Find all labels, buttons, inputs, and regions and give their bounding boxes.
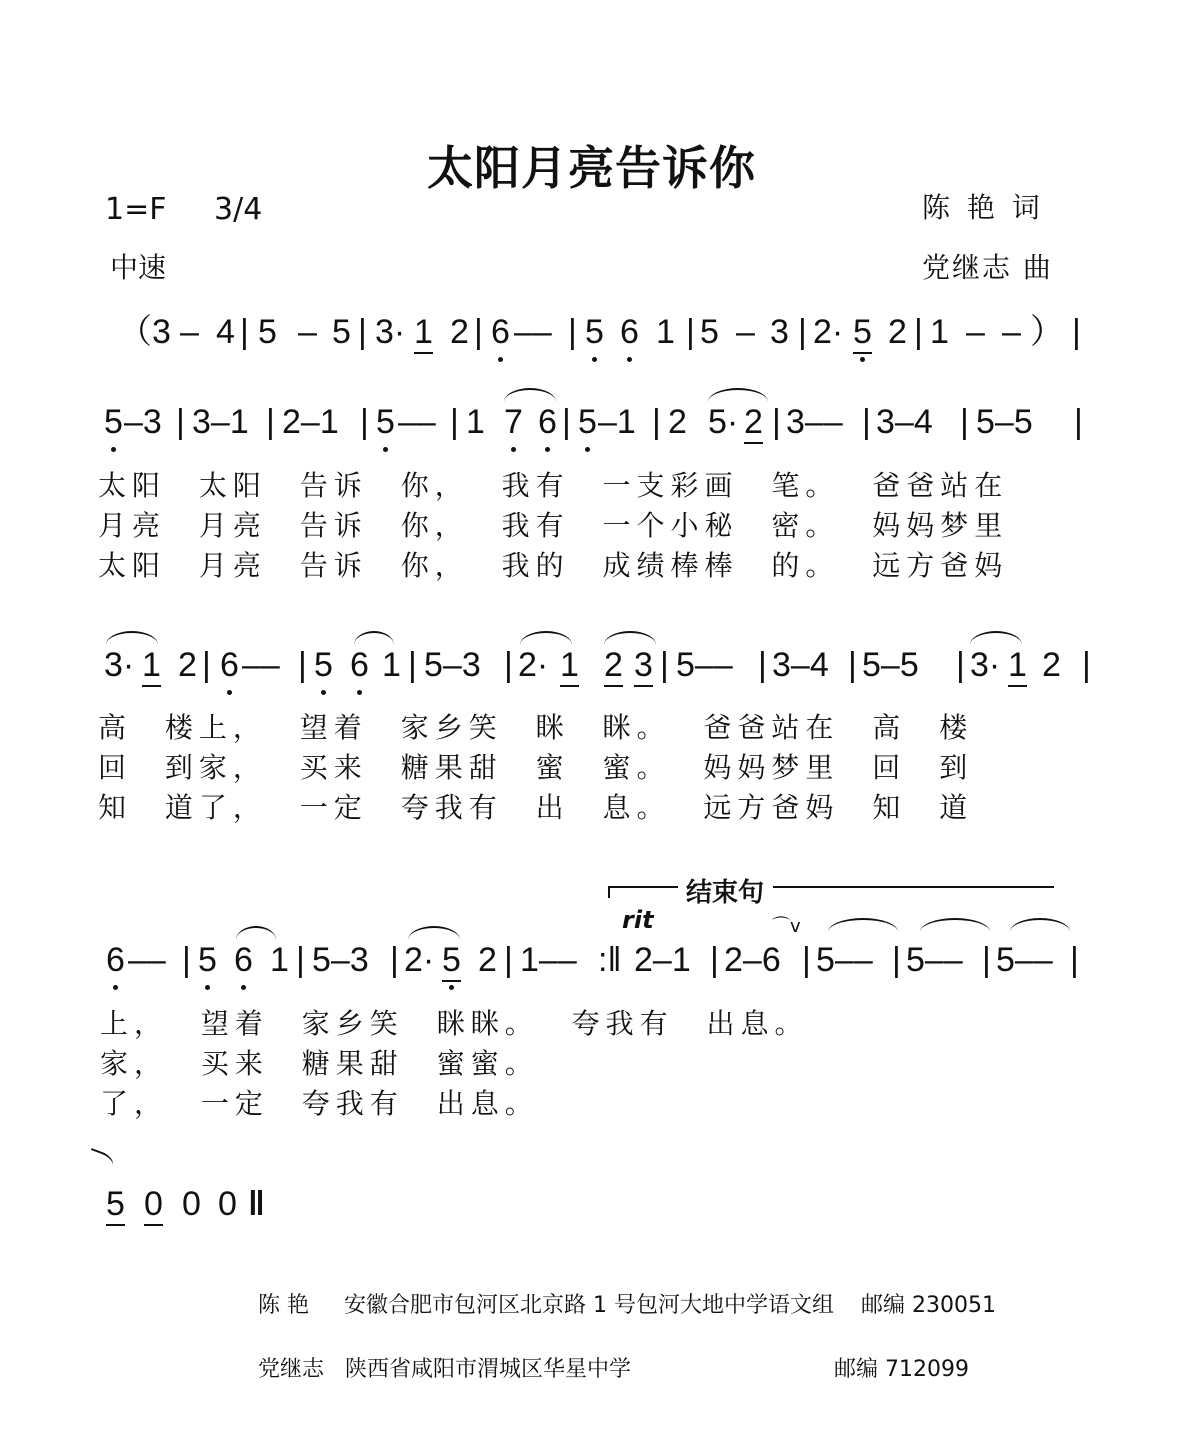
lyrics-verse-2-line-3: 家， 买来 糖果甜 蜜蜜。 [100,1047,539,1080]
lyrics-verse-1-line-2: 高 楼上， 望着 家乡笑 眯 眯。 爸爸站在 高 楼 [98,711,974,744]
slur-mark [408,926,460,940]
barline: | [240,313,249,351]
slur-mark [236,926,276,940]
lyrics-verse-3-line-2: 知 道了， 一定 夸我有 出 息。 远方爸妈 知 道 [98,791,974,824]
notation-row-3: 3· 1 2 | 6 –– | 5 6 1 | 5–3 | 2· 1 2 3 | 5–– | 3–4 | 5–5 | 3· 1 2 | [104,645,1094,705]
lyricist-credit: 陈 艳 词 [922,191,1044,224]
barline: | [982,941,991,979]
barline: | [710,941,719,979]
coda-bracket [608,886,1054,888]
tie-continuation-mark [86,1148,116,1172]
barline: | [956,646,965,684]
barline: | [182,941,191,979]
barline: | [914,313,923,351]
lyrics-verse-2-line-2: 回 到家， 买来 糖果甜 蜜 蜜。 妈妈梦里 回 到 [98,751,974,784]
slur-mark [354,631,394,645]
barline: | [1074,403,1083,441]
time-signature-value: 3/4 [214,192,263,227]
coda-label: 结束句 [686,878,765,908]
notation-row-4: 6 –– | 5 6 1 | 5–3 | 2· 5 2 | 1–– :‖ 2–1 | 2–6 | 5–– | 5–– | 5–– | [106,940,1096,1000]
barline: | [266,403,275,441]
barline: | [408,646,417,684]
lyrics-verse-3-line-3: 了， 一定 夸我有 出息。 [100,1087,539,1120]
lyrics-verse-1-line-1: 太阳 太阳 告诉 你， 我有 一支彩画 笔。 爸爸站在 [98,469,1009,502]
barline: | [360,403,369,441]
barline: | [568,313,577,351]
notation-row-intro: （3 – 4 | 5 – 5 | 3· 1 2 | 6 –– | 5 6 1 | 5 – 3 | 2· 5 2 | 1 – – ） | [118,313,1081,351]
barline: | [504,646,513,684]
notation-row-2: 5 –3 | 3–1 | 2–1 | 5 –– | 1 7 6 | 5 –1 | 2 5· 2 | 3–– | 3–4 | 5–5 | [104,402,1094,462]
slur-mark [504,388,556,402]
slur-mark [106,631,158,645]
lyrics-verse-3-line-1: 太阳 月亮 告诉 你， 我的 成绩棒棒 的。 远方爸妈 [98,549,1009,582]
song-title: 太阳月亮告诉你 [427,141,756,195]
barline: | [562,403,571,441]
barline: | [1082,646,1091,684]
barline: | [798,313,807,351]
slur-mark [520,631,572,645]
slur-mark [604,631,656,645]
final-barline: ‖ [248,1185,265,1223]
barline: | [298,646,307,684]
footer-composer-address: 党继志 陕西省咸阳市渭城区华星中学 [258,1357,632,1382]
key-value: 1=F [105,192,167,227]
barline: | [848,646,857,684]
barline: | [960,403,969,441]
lyrics-verse-2-line-1: 月亮 月亮 告诉 你， 我有 一个小秘 密。 妈妈梦里 [98,509,1009,542]
slur-mark [708,388,768,402]
barline: | [652,403,661,441]
ritardando-marking: rit [622,906,654,934]
barline: | [758,646,767,684]
slur-mark [970,631,1022,645]
lyrics-verse-1-line-3: 上， 望着 家乡笑 眯眯。 夸我有 出息。 [100,1007,809,1040]
footer-lyricist-address: 陈 艳 安徽合肥市包河区北京路 1 号包河大地中学语文组 邮编 230051 [258,1293,996,1318]
footer-composer-postcode: 邮编 712099 [834,1357,969,1382]
key-signature [105,192,262,227]
tie-mark [920,918,990,932]
barline: | [474,313,483,351]
repeat-end-barline: :‖ [598,941,622,979]
barline: | [802,941,811,979]
barline: | [660,646,669,684]
barline: | [686,313,695,351]
barline: | [772,403,781,441]
barline: | [176,403,185,441]
tempo-marking: 中速 [110,251,167,284]
composer-credit: 党继志 曲 [922,251,1053,284]
barline: | [358,313,367,351]
barline: | [1072,313,1081,351]
notation-row-ending: 5 0 0 0 ‖ [106,1185,265,1223]
barline: | [450,403,459,441]
barline: | [1070,941,1079,979]
tie-mark [828,918,898,932]
fermata-breath-mark: ⌒v [772,916,801,937]
barline: | [504,941,513,979]
barline: | [892,941,901,979]
barline: | [862,403,871,441]
barline: | [390,941,399,979]
barline: | [296,941,305,979]
tie-mark [1010,918,1070,932]
barline: | [202,646,211,684]
